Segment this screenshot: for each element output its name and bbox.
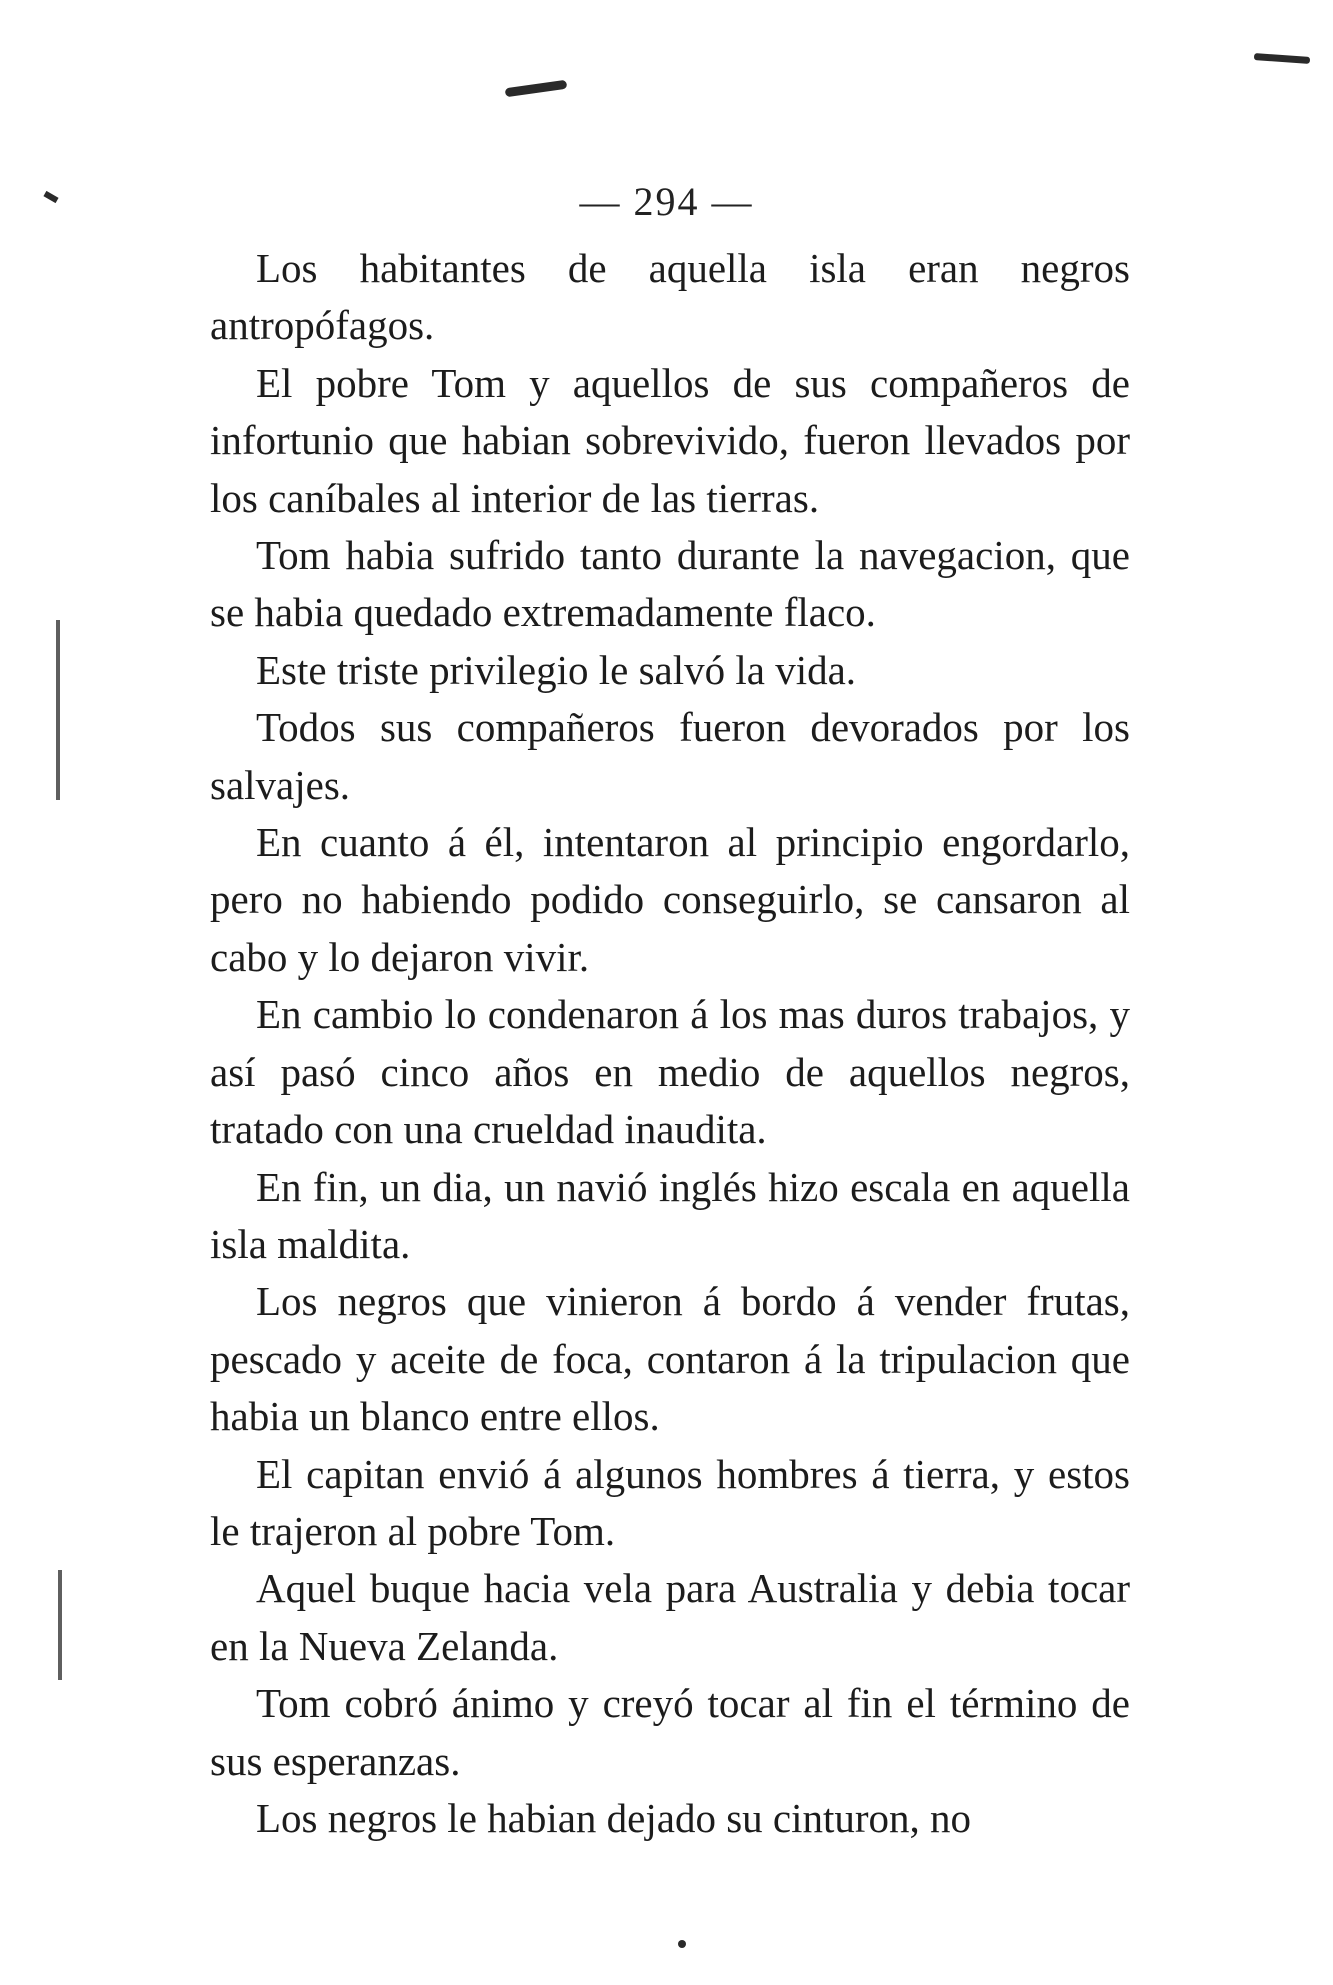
paragraph: Tom habia sufrido tanto durante la navegacion, que se habia quedado extremadamente flaco.: [210, 532, 1130, 636]
margin-scan-mark: [58, 1570, 62, 1680]
paragraph: Los negros le habian dejado su cinturon, no: [256, 1794, 972, 1841]
paragraph: Aquel buque hacia vela para Australia y debia tocar en la Nueva Zelanda.: [210, 1565, 1130, 1669]
page-number: — 294 —: [579, 179, 754, 224]
ink-smudge: [505, 80, 568, 98]
paragraph: Tom cobró ánimo y creyó tocar al fin el término de sus esperanzas.: [210, 1680, 1130, 1784]
paragraph: El capitan envió á algunos hombres á tierra, y estos le trajeron al pobre Tom.: [210, 1450, 1130, 1554]
body-text: [210, 240, 1130, 1847]
paragraph: Los habitantes de aquella isla eran negros antropófagos.: [210, 245, 1130, 349]
ink-speck: [678, 1940, 686, 1948]
paragraph: Los negros que vinieron á bordo á vender frutas, pescado y aceite de foca, contaron á la tripulacion que habia un blanco entre ellos.: [210, 1278, 1130, 1440]
paragraph: En fin, un dia, un navió inglés hizo escala en aquella isla maldita.: [210, 1163, 1130, 1267]
paragraph: En cuanto á él, intentaron al principio engordarlo, pero no habiendo podido conseguirlo, se cansaron al cabo y lo dejaron vivir.: [210, 819, 1130, 980]
margin-scan-mark: [56, 620, 60, 800]
paragraph: Este triste privilegio le salvó la vida.: [256, 646, 857, 693]
paragraph: En cambio lo condenaron á los mas duros trabajos, y así pasó cinco años en medio de aquellos negros, tratado con una crueldad inaudita.: [210, 991, 1130, 1153]
ink-smudge: [1254, 53, 1310, 64]
paragraph: Todos sus compañeros fueron devorados por los salvajes.: [210, 704, 1130, 808]
paragraph: El pobre Tom y aquellos de sus compañeros de infortunio que habian sobrevivido, fueron llevados por los caníbales al interior de las tierras.: [210, 359, 1130, 521]
